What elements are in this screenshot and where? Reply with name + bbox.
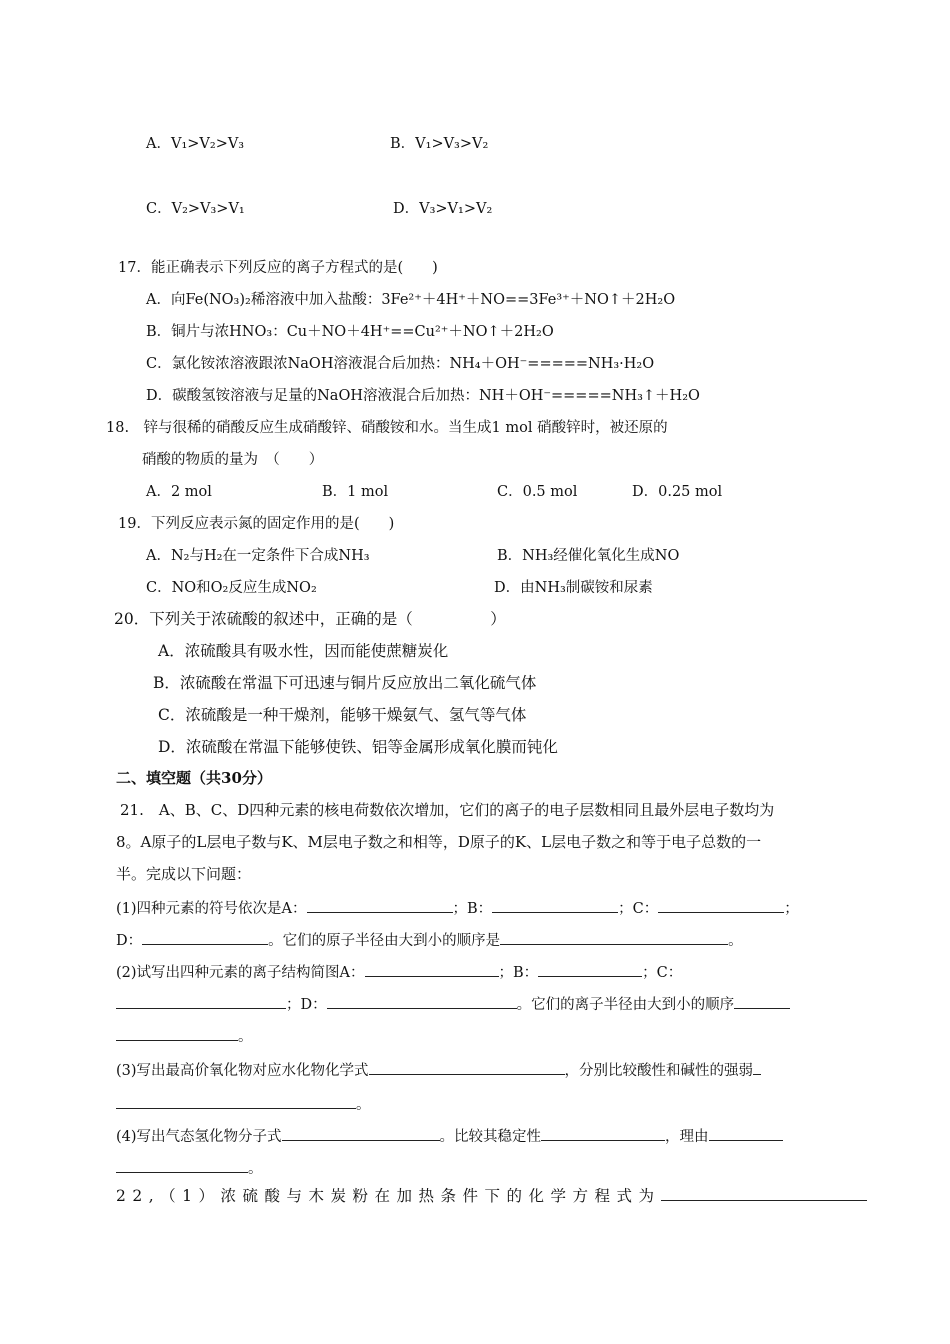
- q21-part1-line1: [116, 898, 799, 919]
- q21-part1-end: 。: [728, 933, 743, 949]
- q16-option-d: D．V₃>V₁>V₂: [393, 201, 493, 217]
- q21-intro-line3: 半。完成以下问题：: [116, 865, 252, 883]
- answer-blank-ion-structure-c[interactable]: [116, 994, 286, 1009]
- answer-blank-c-symbol[interactable]: [658, 898, 784, 913]
- q18-option-b: B．1 mol: [322, 484, 389, 500]
- q18-option-d: D．0.25 mol: [632, 484, 723, 500]
- q21-intro-line1: 21. A、B、C、D四种元素的核电荷数依次增加，它们的离子的电子层数相同且最外层电子数均为: [120, 801, 775, 819]
- q21-part3-label: (3)写出最高价氧化物对应水化物化学式: [116, 1063, 369, 1079]
- q21-part2-line3: [116, 1026, 253, 1047]
- q21-part3-end: 。: [356, 1097, 371, 1113]
- q21-part4-line2: [116, 1158, 263, 1179]
- q21-part2-line2: [116, 994, 790, 1015]
- q19-option-a: A．N₂与H₂在一定条件下合成NH₃: [146, 548, 370, 564]
- q21-part1-radius-text: 。它们的原子半径由大到小的顺序是: [268, 933, 501, 949]
- q21-part2-label-b: ；B：: [498, 965, 539, 981]
- answer-blank-a-symbol[interactable]: [307, 898, 453, 913]
- q21-part1-sep: ；: [784, 901, 799, 917]
- q19-option-c: C．NO和O₂反应生成NO₂: [146, 580, 317, 596]
- q20-stem: 20．下列关于浓硫酸的叙述中，正确的是（ ）: [114, 610, 506, 628]
- q16-option-a: A．V₁>V₂>V₃: [146, 136, 245, 152]
- answer-blank-atomic-radius-order[interactable]: [500, 930, 728, 945]
- q21-part1-line2: [116, 930, 743, 951]
- q20-option-a: A．浓硫酸具有吸水性，因而能使蔗糖炭化: [158, 642, 449, 660]
- q20-option-c: C．浓硫酸是一种干燥剂，能够干燥氨气、氢气等气体: [158, 706, 527, 724]
- q21-part2-label-c: ；C：: [642, 965, 683, 981]
- answer-blank-ion-structure-a[interactable]: [365, 962, 499, 977]
- answer-blank-hydride-formulas[interactable]: [282, 1126, 440, 1141]
- answer-blank-acid-base-start[interactable]: [753, 1060, 761, 1075]
- q18-option-c: C．0.5 mol: [497, 484, 578, 500]
- q21-part2-label-a: (2)试写出四种元素的离子结构简图A：: [116, 965, 365, 981]
- q21-part1-label-b: ；B：: [452, 901, 493, 917]
- q21-part1-label-d: D：: [116, 933, 143, 949]
- q21-part2-radius-text: 。它们的离子半径由大到小的顺序: [516, 997, 735, 1013]
- answer-blank-stability-order[interactable]: [541, 1126, 665, 1141]
- q17-stem: 17．能正确表示下列反应的离子方程式的是( ): [118, 260, 438, 276]
- q21-intro-line2: 8。A原子的L层电子数与K、M层电子数之和相等，D原子的K、L层电子数之和等于电子总数的一: [116, 833, 762, 851]
- answer-blank-acid-base-strength[interactable]: [116, 1094, 356, 1109]
- q17-option-b: B．铜片与浓HNO₃：Cu＋NO＋4H⁺==Cu²⁺＋NO↑＋2H₂O: [146, 324, 554, 340]
- q19-stem: 19．下列反应表示氮的固定作用的是( ): [118, 516, 395, 532]
- answer-blank-d-symbol[interactable]: [142, 930, 268, 945]
- q21-part4-stability-text: 。比较其稳定性: [439, 1129, 542, 1145]
- answer-blank-b-symbol[interactable]: [492, 898, 618, 913]
- q21-part2-line1: [116, 962, 682, 983]
- q22-line1: [116, 1186, 867, 1206]
- q19-option-b: B．NH₃经催化氧化生成NO: [497, 548, 680, 564]
- q21-part4-label: (4)写出气态氢化物分子式: [116, 1129, 282, 1145]
- section2-title: 二、填空题（共30分）: [116, 769, 272, 787]
- q21-part2-label-d: ；D：: [286, 997, 327, 1013]
- q22-text: 22,（1）浓硫酸与木炭粉在加热条件下的化学方程式为: [116, 1187, 661, 1205]
- answer-blank-reason[interactable]: [116, 1158, 248, 1173]
- answer-blank-carbon-sulfuric-equation[interactable]: [661, 1186, 867, 1201]
- q20-option-d: D．浓硫酸在常温下能够使铁、铝等金属形成氧化膜而钝化: [158, 738, 558, 756]
- q17-option-c: C．氯化铵浓溶液跟浓NaOH溶液混合后加热：NH₄＋OH⁻=====NH₃·H₂O: [146, 356, 655, 372]
- q21-part4-end: 。: [248, 1161, 263, 1177]
- q18-stem-line1: 18. 锌与很稀的硝酸反应生成硝酸锌、硝酸铵和水。当生成1 mol 硝酸锌时，被还原的: [106, 420, 668, 436]
- answer-blank-ion-structure-b[interactable]: [538, 962, 642, 977]
- q17-option-d: D．碳酸氢铵溶液与足量的NaOH溶液混合后加热：NH＋OH⁻=====NH₃↑＋H₂O: [146, 388, 700, 404]
- q17-option-a: A．向Fe(NO₃)₂稀溶液中加入盐酸：3Fe²⁺＋4H⁺＋NO==3Fe³⁺＋NO↑＋2H₂O: [146, 292, 676, 308]
- q21-part1-label-a: (1)四种元素的符号依次是A：: [116, 901, 307, 917]
- q19-option-d: D．由NH₃制碳铵和尿素: [494, 580, 653, 596]
- answer-blank-ionic-radius-order-start[interactable]: [734, 994, 790, 1009]
- q21-part3-line1: [116, 1060, 761, 1081]
- q16-option-b: B．V₁>V₃>V₂: [390, 136, 489, 152]
- q21-part2-end: 。: [238, 1029, 253, 1045]
- answer-blank-reason-start[interactable]: [709, 1126, 783, 1141]
- q21-part3-compare-text: ，分别比较酸性和碱性的强弱: [564, 1063, 754, 1079]
- q20-option-b: B．浓硫酸在常温下可迅速与铜片反应放出二氧化硫气体: [153, 674, 537, 692]
- answer-blank-ion-structure-d[interactable]: [327, 994, 517, 1009]
- q21-part3-line2: [116, 1094, 371, 1115]
- q16-option-c: C．V₂>V₃>V₁: [146, 201, 245, 217]
- q21-part1-label-c: ；C：: [618, 901, 659, 917]
- answer-blank-hydroxide-formulas[interactable]: [369, 1060, 565, 1075]
- q18-stem-line2: 硝酸的物质的量为 （ ）: [142, 452, 324, 468]
- answer-blank-ionic-radius-order-end[interactable]: [116, 1026, 238, 1041]
- q21-part4-reason-text: ，理由: [665, 1129, 709, 1145]
- q21-part4-line1: [116, 1126, 783, 1147]
- q18-option-a: A．2 mol: [146, 484, 212, 500]
